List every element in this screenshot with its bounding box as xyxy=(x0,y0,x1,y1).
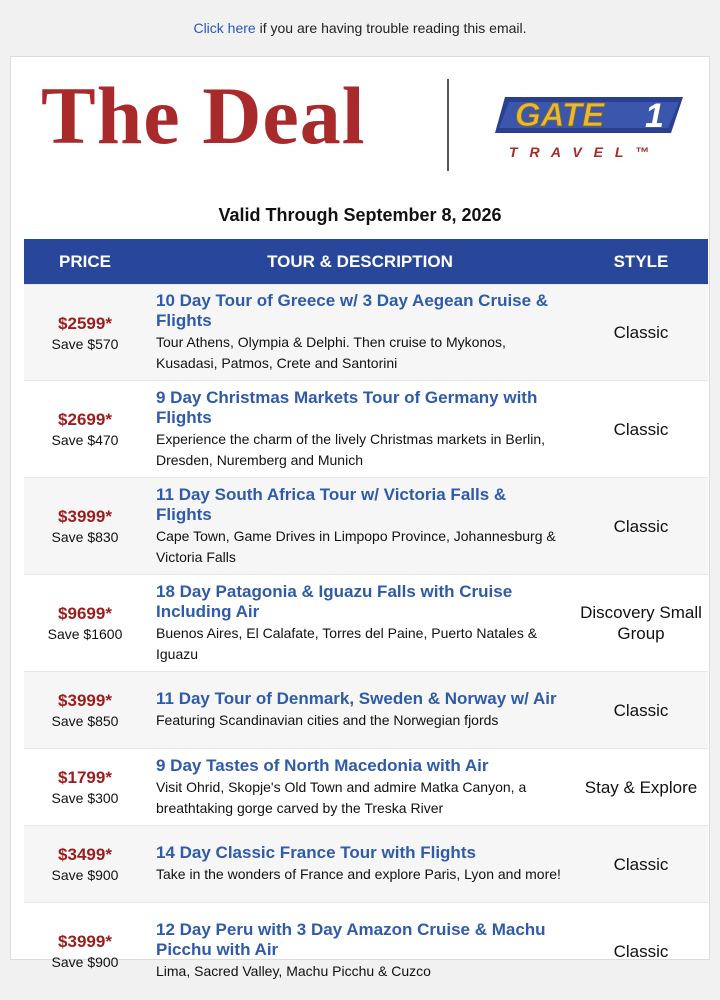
tour-title-link[interactable]: 11 Day South Africa Tour w/ Victoria Falls & Flights xyxy=(156,484,507,524)
tour-description: Tour Athens, Olympia & Delphi. Then cruise to Mykonos, Kusadasi, Patmos, Crete and Santorini xyxy=(156,334,506,371)
table-row[interactable] xyxy=(24,285,708,381)
table-row[interactable] xyxy=(24,478,708,575)
newsletter-title: The Deal xyxy=(41,70,366,161)
description-cell xyxy=(146,826,574,903)
column-header-price: PRICE xyxy=(24,239,146,285)
tour-style: Classic xyxy=(574,381,708,478)
tour-title-link[interactable]: 14 Day Classic France Tour with Flights xyxy=(156,843,476,862)
trouble-reading-bar xyxy=(0,0,720,56)
description-cell xyxy=(146,672,574,749)
tour-title-link[interactable]: 12 Day Peru with 3 Day Amazon Cruise & Machu Picchu with Air xyxy=(156,920,546,960)
click-here-link[interactable]: Click here xyxy=(193,20,256,36)
tour-description: Take in the wonders of France and explore Paris, Lyon and more! xyxy=(156,866,561,882)
tour-title-link[interactable]: 9 Day Tastes of North Macedonia with Air xyxy=(156,755,489,775)
email-card xyxy=(10,56,710,980)
valid-through-date: Valid Through September 8, 2026 xyxy=(218,205,502,225)
tour-description: Experience the charm of the lively Christmas markets in Berlin, Dresden, Nuremberg and Munich xyxy=(156,430,546,468)
tour-description: Cape Town, Game Drives in Limpopo Province, Johannesburg & Victoria Falls xyxy=(156,527,556,565)
deal-savings: Save $570 xyxy=(51,335,119,352)
tour-style: Classic xyxy=(574,285,708,381)
tour-description: Featuring Scandinavian cities and the Norwegian fjords xyxy=(156,712,499,728)
price-cell xyxy=(24,903,146,1000)
column-header-style: STYLE xyxy=(574,239,708,285)
deal-price: $3999* xyxy=(58,507,112,526)
price-cell xyxy=(24,749,146,826)
deal-price: $1799* xyxy=(58,768,112,787)
logo-word: GATE xyxy=(515,96,605,133)
description-cell xyxy=(146,749,574,826)
price-cell xyxy=(24,381,146,478)
table-row[interactable] xyxy=(24,903,708,1000)
trouble-reading-text: if you are having trouble reading this email. xyxy=(255,20,527,36)
table-row[interactable] xyxy=(24,381,708,478)
deal-price: $3999* xyxy=(58,691,112,710)
tour-style: Stay & Explore xyxy=(574,749,708,826)
tour-title-link[interactable]: 9 Day Christmas Markets Tour of Germany with Flights xyxy=(156,387,538,427)
deal-savings: Save $1600 xyxy=(47,626,123,642)
description-cell xyxy=(146,903,574,1000)
tour-description: Lima, Sacred Valley, Machu Picchu & Cuzco xyxy=(156,963,431,980)
tour-title-link[interactable]: 11 Day Tour of Denmark, Sweden & Norway w/ Air xyxy=(156,689,557,708)
table-row[interactable] xyxy=(24,826,708,903)
price-cell xyxy=(24,575,146,672)
price-cell xyxy=(24,478,146,575)
price-cell xyxy=(24,285,146,381)
tour-title-link[interactable]: 10 Day Tour of Greece w/ 3 Day Aegean Cruise & Flights xyxy=(156,291,549,330)
description-cell xyxy=(146,285,574,381)
tour-title-link[interactable]: 18 Day Patagonia & Iguazu Falls with Cruise Including Air xyxy=(156,581,513,621)
table-header-row xyxy=(24,239,708,285)
deal-savings: Save $300 xyxy=(51,790,119,806)
column-header-tour: TOUR & DESCRIPTION xyxy=(146,239,574,285)
gate1-travel-logo[interactable] xyxy=(495,93,685,163)
deal-price: $3499* xyxy=(58,845,112,864)
tour-style: Classic xyxy=(574,826,708,903)
deal-price: $2699* xyxy=(58,410,112,429)
deal-price: $3999* xyxy=(58,932,112,952)
price-cell xyxy=(24,826,146,903)
logo-number: 1 xyxy=(645,97,664,135)
tour-description: Visit Ohrid, Skopje's Old Town and admire Matka Canyon, a breathtaking gorge carved by the Treska River xyxy=(156,778,527,816)
deal-savings: Save $850 xyxy=(51,713,119,729)
tour-style: Classic xyxy=(574,478,708,575)
deal-savings: Save $830 xyxy=(51,529,119,545)
tour-style: Classic xyxy=(574,903,708,1000)
deal-price: $9699* xyxy=(58,604,112,623)
masthead-divider xyxy=(447,79,449,171)
description-cell xyxy=(146,575,574,672)
deal-savings: Save $470 xyxy=(51,432,119,448)
deal-savings: Save $900 xyxy=(51,954,119,971)
table-row[interactable] xyxy=(24,575,708,672)
description-cell xyxy=(146,381,574,478)
tour-description: Buenos Aires, El Calafate, Torres del Paine, Puerto Natales & Iguazu xyxy=(156,624,538,662)
masthead xyxy=(11,57,709,193)
logo-tagline: T R A V E L ™ xyxy=(509,144,654,160)
tour-style: Classic xyxy=(574,672,708,749)
deals-table xyxy=(24,239,708,1000)
description-cell xyxy=(146,478,574,575)
table-row[interactable] xyxy=(24,749,708,826)
price-cell xyxy=(24,672,146,749)
deal-price: $2599* xyxy=(58,313,112,333)
table-row[interactable] xyxy=(24,672,708,749)
tour-style: Discovery Small Group xyxy=(574,575,708,672)
deal-savings: Save $900 xyxy=(51,867,119,883)
